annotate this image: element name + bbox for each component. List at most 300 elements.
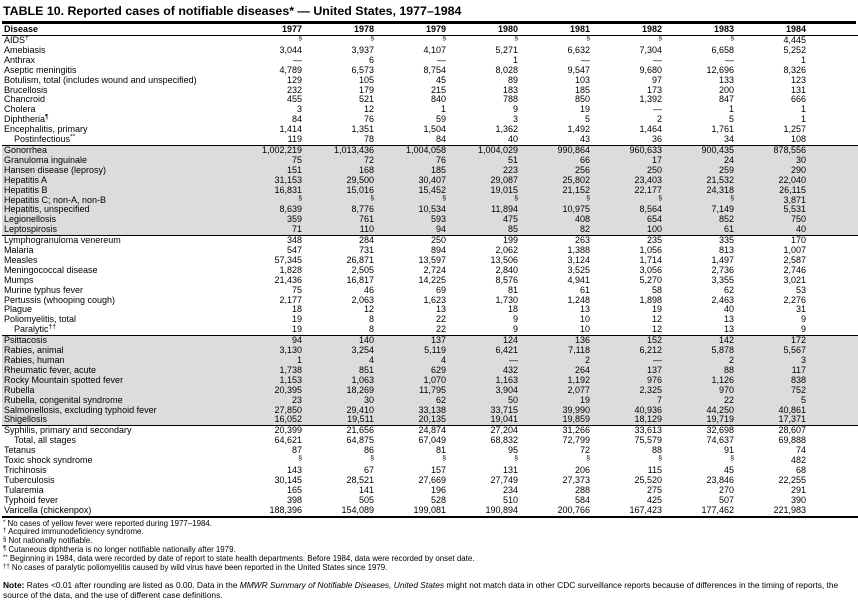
case-count-cell: 1,898 (639, 294, 662, 305)
case-count-cell: 43 (579, 134, 590, 145)
disease-name-cell: Rheumatic fever, acute (2, 366, 230, 376)
case-count-cell: 94 (230, 336, 302, 346)
case-count-cell: 30 (734, 156, 806, 166)
case-count-cell: 33,715 (446, 406, 518, 416)
case-count-cell: 185 (574, 84, 590, 95)
case-count-cell: 3,355 (711, 274, 734, 285)
case-count-cell: 40 (507, 134, 518, 145)
case-count-cell: 30,407 (374, 176, 446, 186)
case-count-cell: 23,403 (590, 176, 662, 186)
case-count-cell: 629 (374, 366, 446, 376)
case-count-cell: 1,828 (279, 264, 302, 275)
case-count-cell: 4,941 (567, 274, 590, 285)
case-count-cell: 13,597 (418, 254, 446, 265)
note-label: Note: (3, 579, 25, 590)
case-count-cell: 1 (512, 54, 518, 65)
disease-name-cell: Malaria (4, 245, 34, 256)
disease-name-cell: Lymphogranuloma venereum (2, 236, 230, 246)
case-count-cell: 13 (435, 304, 446, 315)
disease-name-cell: Encephalitis, primary (4, 124, 88, 135)
case-count-cell: 2,587 (783, 254, 806, 265)
case-count-cell: 894 (430, 245, 446, 256)
case-count-cell: 3,021 (783, 274, 806, 285)
case-count-cell: 81 (435, 445, 446, 456)
spacer-cell (806, 476, 858, 486)
footnote-marker: ¶ (3, 546, 7, 553)
case-count-cell: 960,633 (590, 145, 662, 155)
case-count-cell: 259 (662, 166, 734, 176)
case-count-cell: 29,500 (302, 176, 374, 186)
case-count-cell: — (653, 104, 662, 115)
case-count-cell: 8,576 (495, 274, 518, 285)
case-count-cell: 976 (590, 376, 662, 386)
spacer-cell (806, 406, 858, 416)
case-count-cell: 15,452 (374, 186, 446, 196)
case-count-cell: 183 (502, 84, 518, 95)
note-text-2: might not match data in other CDC surveillance reports because of differences in the timing of reports, the source of the data, and the use of different case definitions. (3, 579, 839, 601)
disease-name-cell: Poliomyelitis, total (4, 314, 77, 325)
disease-name-cell: Hansen disease (leprosy) (2, 166, 230, 176)
case-count-cell: 46 (363, 284, 374, 295)
case-count-cell: 143 (286, 464, 302, 475)
spacer-cell (806, 66, 858, 76)
footnote-marker: † (25, 34, 29, 42)
spacer-cell (806, 186, 858, 196)
case-count-cell: 168 (302, 166, 374, 176)
case-count-cell: 58 (651, 284, 662, 295)
spacer-cell (806, 176, 858, 186)
case-count-cell: 3,937 (351, 44, 374, 55)
year-column-header: 1983 (662, 24, 734, 36)
case-count-cell: 235 (590, 236, 662, 246)
spacer-cell (806, 315, 858, 325)
case-count-cell: 970 (662, 386, 734, 396)
case-count-cell: 2 (656, 114, 662, 125)
disease-name-cell: Granuloma inguinale (2, 156, 230, 166)
disease-name-cell: Legionellosis (2, 215, 230, 225)
disease-name-cell: Varicella (chickenpox) (4, 504, 92, 515)
case-count-cell: 129 (286, 74, 302, 85)
case-count-cell: 2,463 (711, 294, 734, 305)
year-column-header: 1980 (446, 24, 518, 36)
disease-name-cell: Rubella, congenital syndrome (2, 396, 230, 406)
table-title: TABLE 10. Reported cases of notifiable diseases* — United States, 1977–1984 (2, 1, 856, 24)
case-count-cell: 2,062 (495, 245, 518, 256)
not-notifiable-marker: § (730, 454, 734, 462)
case-count-cell: 1,464 (639, 124, 662, 135)
case-count-cell: 847 (718, 94, 734, 105)
case-count-cell: 1,002,219 (230, 145, 302, 155)
spacer-cell (806, 115, 858, 125)
case-count-cell: 290 (734, 166, 806, 176)
case-count-cell: 291 (790, 484, 806, 495)
case-count-cell: 86 (363, 445, 374, 456)
case-count-cell: 510 (502, 494, 518, 505)
case-count-cell: 57,345 (274, 254, 302, 265)
case-count-cell: 731 (358, 245, 374, 256)
case-count-cell: 5 (728, 114, 734, 125)
case-count-cell: 71 (230, 225, 302, 235)
case-count-cell: 81 (507, 284, 518, 295)
case-count-cell: 25,520 (634, 474, 662, 485)
not-notifiable-marker: § (730, 34, 734, 42)
case-count-cell: 11,795 (374, 386, 446, 396)
case-count-cell: 6,573 (351, 64, 374, 75)
disease-name-cell: Psittacosis (2, 336, 230, 346)
case-count-cell: 24,318 (662, 186, 734, 196)
case-count-cell: 18 (291, 304, 302, 315)
case-count-cell: 88 (651, 445, 662, 456)
case-count-cell: 1,362 (495, 124, 518, 135)
case-count-cell: 19 (291, 314, 302, 325)
disease-name-cell: Rubella (2, 386, 230, 396)
case-count-cell: 31,153 (230, 176, 302, 186)
case-count-cell: 31 (795, 304, 806, 315)
spacer-cell (806, 386, 858, 396)
case-count-cell: 20,135 (374, 415, 446, 425)
case-count-cell: 9 (800, 324, 806, 335)
case-count-cell: 14,225 (418, 274, 446, 285)
case-count-cell: 20,395 (230, 386, 302, 396)
case-count-cell: 136 (518, 336, 590, 346)
spacer-cell (806, 225, 858, 235)
case-count-cell: 4 (374, 356, 446, 366)
case-count-cell: 21,152 (518, 186, 590, 196)
case-count-cell: 666 (790, 94, 806, 105)
spacer-cell (806, 286, 858, 296)
case-count-cell: 22 (435, 324, 446, 335)
case-count-cell: 23,846 (706, 474, 734, 485)
case-count-cell: 1,004,029 (446, 145, 518, 155)
case-count-cell: 8,754 (423, 64, 446, 75)
disease-name-cell: Typhoid fever (4, 494, 59, 505)
case-count-cell: 200 (718, 84, 734, 95)
case-count-cell: 2,325 (590, 386, 662, 396)
case-count-cell: 105 (358, 74, 374, 85)
case-count-cell: 584 (574, 494, 590, 505)
footnote-marker: * (3, 519, 6, 526)
case-count-cell: 32,698 (662, 426, 734, 436)
case-count-cell: 140 (302, 336, 374, 346)
case-count-cell: 9 (512, 314, 518, 325)
not-notifiable-marker: § (298, 34, 302, 42)
case-count-cell: 1,392 (639, 94, 662, 105)
case-count-cell: 6,212 (590, 346, 662, 356)
spacer-cell (806, 356, 858, 366)
spacer-cell (806, 366, 858, 376)
case-count-cell: 12 (651, 324, 662, 335)
case-count-cell: 4,107 (423, 44, 446, 55)
spacer-cell (806, 145, 858, 155)
case-count-cell: 1,163 (446, 376, 518, 386)
spacer-cell (806, 95, 858, 105)
disease-column-header: Disease (2, 24, 230, 36)
case-count-cell: 475 (446, 215, 518, 225)
footnote-line: § Not nationally notifiable. (3, 536, 93, 546)
case-count-cell: 50 (446, 396, 518, 406)
table-row (2, 325, 858, 335)
table-row (2, 135, 858, 145)
case-count-cell: 852 (662, 215, 734, 225)
case-count-cell: 1,497 (711, 254, 734, 265)
case-count-cell: 188,396 (269, 504, 302, 515)
case-count-cell: 7,304 (639, 44, 662, 55)
case-count-cell: 4,789 (279, 64, 302, 75)
spacer-cell (806, 415, 858, 425)
case-count-cell: 72,799 (562, 435, 590, 446)
case-count-cell: 840 (430, 94, 446, 105)
case-count-cell: 2,840 (495, 264, 518, 275)
footnote-marker: ¶ (45, 113, 49, 121)
case-count-cell: 8 (368, 314, 374, 325)
disease-name-cell: Plague (4, 304, 33, 315)
case-count-cell: 1 (800, 54, 806, 65)
case-count-cell: 21,656 (302, 426, 374, 436)
spacer-cell (806, 276, 858, 286)
case-count-cell: 19 (291, 324, 302, 335)
case-count-cell: 19,719 (662, 415, 734, 425)
case-count-cell: 44,250 (662, 406, 734, 416)
case-count-cell: 131 (790, 84, 806, 95)
case-count-cell: 878,556 (734, 145, 806, 155)
case-count-cell: 1,730 (495, 294, 518, 305)
case-count-cell: 1,126 (662, 376, 734, 386)
notifiable-diseases-table (2, 24, 858, 518)
case-count-cell: 22,255 (778, 474, 806, 485)
case-count-cell: 482 (790, 455, 806, 466)
case-count-cell: 40,936 (590, 406, 662, 416)
spacer-cell (806, 256, 858, 266)
case-count-cell: 232 (286, 84, 302, 95)
disease-name-cell: Botulism, total (includes wound and unspecified) (4, 74, 197, 85)
case-count-cell: 82 (518, 225, 590, 235)
case-count-cell: 87 (291, 445, 302, 456)
case-count-cell: 95 (507, 445, 518, 456)
case-count-cell: 8 (368, 324, 374, 335)
year-column-header: 1978 (302, 24, 374, 36)
case-count-cell: 157 (430, 464, 446, 475)
case-count-cell: 66 (518, 156, 590, 166)
not-notifiable-marker: § (298, 194, 302, 201)
case-count-cell: 110 (302, 225, 374, 235)
not-notifiable-marker: § (586, 194, 590, 201)
case-count-cell: 5 (584, 114, 590, 125)
case-count-cell: 26,871 (346, 254, 374, 265)
footnotes (2, 518, 856, 573)
case-count-cell: 75 (291, 284, 302, 295)
case-count-cell: 22,177 (590, 186, 662, 196)
case-count-cell: 62 (723, 284, 734, 295)
case-count-cell: 20,399 (230, 426, 302, 436)
spacer-cell (806, 396, 858, 406)
case-count-cell: 6,421 (446, 346, 518, 356)
case-count-cell: 3 (296, 104, 302, 115)
case-count-cell: 68 (795, 464, 806, 475)
case-count-cell: 12,696 (706, 64, 734, 75)
disease-name-cell: Chancroid (4, 94, 46, 105)
case-count-cell: 84 (435, 134, 446, 145)
case-count-cell: 270 (718, 484, 734, 495)
case-count-cell: 5,252 (783, 44, 806, 55)
case-count-cell: 23 (230, 396, 302, 406)
case-count-cell: 123 (790, 74, 806, 85)
case-count-cell: 24 (662, 156, 734, 166)
case-count-cell: 24,874 (374, 426, 446, 436)
case-count-cell: 40,861 (734, 406, 806, 416)
case-count-cell: 117 (734, 366, 806, 376)
case-count-cell: 137 (590, 366, 662, 376)
case-count-cell: 10 (579, 324, 590, 335)
case-count-cell: 593 (374, 215, 446, 225)
disease-name-cell: Gonorrhea (2, 145, 230, 155)
disease-name-cell: Brucellosis (4, 84, 48, 95)
case-count-cell: 108 (790, 134, 806, 145)
case-count-cell: 264 (518, 366, 590, 376)
case-count-cell: 27,373 (562, 474, 590, 485)
disease-name-cell: Tularemia (4, 484, 44, 495)
case-count-cell: 19,015 (446, 186, 518, 196)
case-count-cell: 8,326 (783, 64, 806, 75)
disease-name-cell: Paralytic†† (14, 323, 57, 335)
case-count-cell: 151 (230, 166, 302, 176)
case-count-cell: 131 (502, 464, 518, 475)
case-count-cell: 234 (502, 484, 518, 495)
footnote-line: † Acquired immunodeficiency syndrome. (3, 527, 144, 537)
case-count-cell: 1,153 (230, 376, 302, 386)
case-count-cell: 53 (795, 284, 806, 295)
case-count-cell: 4 (302, 356, 374, 366)
spacer-cell (806, 486, 858, 496)
case-count-cell: 39,990 (518, 406, 590, 416)
case-count-cell: 199,081 (413, 504, 446, 515)
case-count-cell: 19 (579, 104, 590, 115)
year-column-header: 1981 (518, 24, 590, 36)
case-count-cell: 850 (574, 94, 590, 105)
case-count-cell: 3,525 (567, 264, 590, 275)
case-count-cell: 67 (363, 464, 374, 475)
case-count-cell: 335 (662, 236, 734, 246)
case-count-cell: 1,623 (423, 294, 446, 305)
case-count-cell: 179 (358, 84, 374, 95)
case-count-cell: 7,149 (662, 205, 734, 215)
case-count-cell: 74,637 (706, 435, 734, 446)
case-count-cell: 1,007 (783, 245, 806, 256)
case-count-cell: 5,531 (734, 205, 806, 215)
spacer-cell (806, 156, 858, 166)
footnote-line: ** Beginning in 1984, data were recorded by date of report to state health departments. Before 1984, data were recorded by onset date. (3, 554, 475, 564)
case-count-cell: 813 (718, 245, 734, 256)
case-count-cell: 752 (734, 386, 806, 396)
case-count-cell: 12 (363, 304, 374, 315)
case-count-cell: 1,257 (783, 124, 806, 135)
case-count-cell: 69 (435, 284, 446, 295)
case-count-cell: 1 (230, 356, 302, 366)
case-count-cell: 28,607 (734, 426, 806, 436)
disease-name-cell: Hepatitis B (2, 186, 230, 196)
footnote-line: ¶ Cutaneous diphtheria is no longer notifiable nationally after 1979. (3, 545, 236, 555)
case-count-cell: 9 (800, 314, 806, 325)
case-count-cell: 5,271 (495, 44, 518, 55)
case-count-cell: 8,639 (230, 205, 302, 215)
case-count-cell: 359 (230, 215, 302, 225)
spacer-cell (806, 305, 858, 315)
footnote-marker: † (3, 528, 7, 535)
case-count-cell: — (653, 54, 662, 65)
case-count-cell: 2,063 (351, 294, 374, 305)
case-count-cell: 1,063 (302, 376, 374, 386)
spacer-cell (806, 456, 858, 466)
case-count-cell: 250 (590, 166, 662, 176)
case-count-cell: 1,004,058 (374, 145, 446, 155)
spacer-cell (806, 376, 858, 386)
case-count-cell: 30 (302, 396, 374, 406)
case-count-cell: 51 (446, 156, 518, 166)
case-count-cell: 1 (800, 104, 806, 115)
not-notifiable-marker: § (658, 34, 662, 42)
case-count-cell: 5,119 (374, 346, 446, 356)
case-count-cell: 19,041 (446, 415, 518, 425)
case-count-cell: 750 (734, 215, 806, 225)
case-count-cell: 17,371 (734, 415, 806, 425)
case-count-cell: 8,564 (590, 205, 662, 215)
spacer-cell (806, 105, 858, 115)
spacer-cell (806, 205, 858, 215)
case-count-cell: 521 (358, 94, 374, 105)
case-count-cell: 29,410 (302, 406, 374, 416)
case-count-cell: 9,680 (639, 64, 662, 75)
case-count-cell: 455 (286, 94, 302, 105)
case-count-cell: 1,761 (711, 124, 734, 135)
case-count-cell: 221,983 (773, 504, 806, 515)
year-column-header: 1982 (590, 24, 662, 36)
disease-name-cell: Anthrax (4, 54, 36, 65)
case-count-cell: 137 (374, 336, 446, 346)
footnote-line: * No cases of yellow fever were reported during 1977–1984. (3, 518, 212, 528)
case-count-cell: 16,052 (230, 415, 302, 425)
case-count-cell: 547 (286, 245, 302, 256)
spacer-cell (806, 46, 858, 56)
case-count-cell: 11,894 (446, 205, 518, 215)
case-count-cell: 4,445 (783, 35, 806, 45)
case-count-cell: 2,276 (783, 294, 806, 305)
spacer-cell (806, 246, 858, 256)
spacer-cell (806, 125, 858, 135)
case-count-cell: 9,547 (567, 64, 590, 75)
case-count-cell: 33,138 (374, 406, 446, 416)
spacer-cell (806, 436, 858, 446)
case-count-cell: 6 (368, 54, 374, 65)
case-count-cell: 761 (302, 215, 374, 225)
case-count-cell: 124 (446, 336, 518, 346)
case-count-cell: 5,270 (639, 274, 662, 285)
case-count-cell: 528 (430, 494, 446, 505)
disease-name-cell: Measles (4, 254, 38, 265)
case-count-cell: 61 (662, 225, 734, 235)
not-notifiable-marker: § (514, 194, 518, 201)
case-count-cell: 69,888 (778, 435, 806, 446)
case-count-cell: 88 (662, 366, 734, 376)
spacer-cell (806, 236, 858, 246)
case-count-cell: 68,832 (490, 435, 518, 446)
case-count-cell: 1,070 (374, 376, 446, 386)
case-count-cell: 154,089 (341, 504, 374, 515)
case-count-cell: 6,658 (711, 44, 734, 55)
case-count-cell: 36 (651, 134, 662, 145)
case-count-cell: 390 (790, 494, 806, 505)
spacer-cell (806, 496, 858, 506)
spacer-cell (806, 336, 858, 346)
spacer-cell (806, 426, 858, 436)
